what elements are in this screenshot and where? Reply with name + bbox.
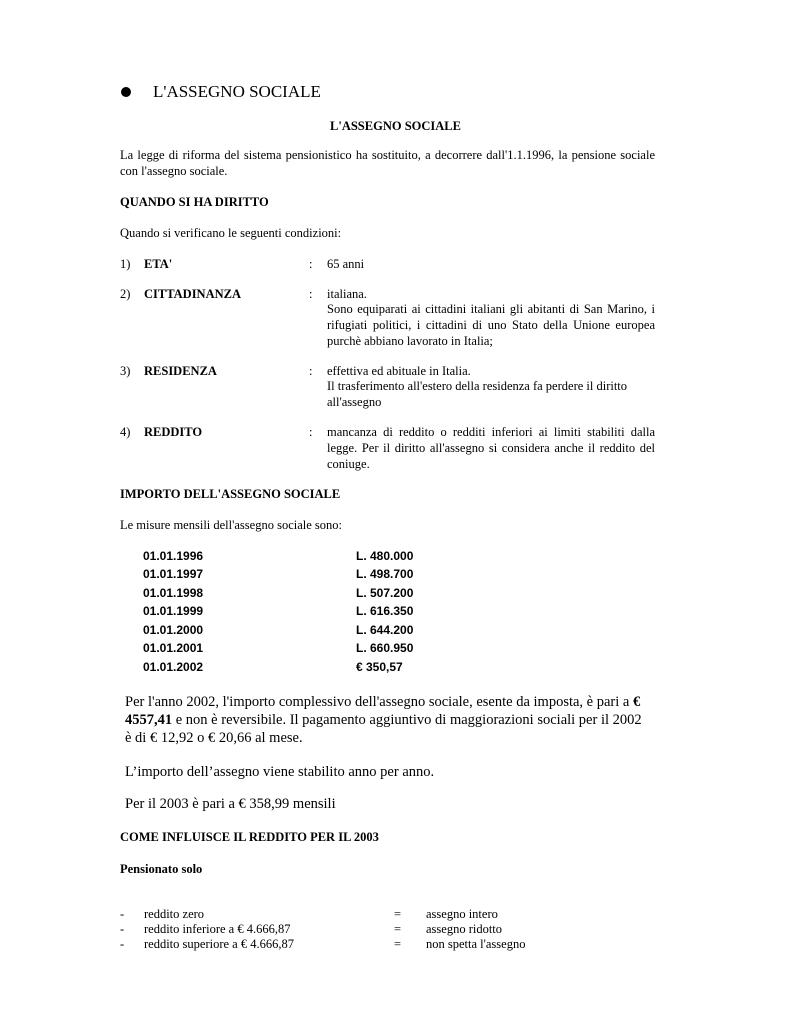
rate-date: 01.01.2001	[143, 641, 204, 655]
condition-text: 65 anni	[327, 257, 365, 271]
income-result: assegno ridotto	[426, 922, 503, 936]
condition-colon: :	[309, 364, 313, 378]
condition-number: 1)	[120, 257, 131, 271]
rate-date: 01.01.2002	[143, 660, 204, 674]
rate-date: 01.01.1998	[143, 586, 204, 600]
list-dash: -	[120, 907, 125, 921]
condition-label-eta: ETA'	[144, 257, 173, 271]
equals-sign: =	[394, 937, 402, 951]
paragraph-2002-text: Per l'anno 2002, l'importo complessivo dell'assegno sociale, esente da imposta, è pari a	[125, 694, 633, 710]
condition-number: 4)	[120, 425, 131, 439]
section-heading-reddito: COME INFLUISCE IL REDDITO PER IL 2003	[120, 830, 379, 844]
rate-date: 01.01.1996	[143, 549, 204, 563]
page-title: L'ASSEGNO SOCIALE	[153, 82, 321, 101]
condition-text: italiana.	[327, 287, 367, 301]
condition-label-reddito: REDDITO	[144, 425, 203, 439]
rate-amount: L. 660.950	[356, 641, 414, 655]
income-condition: reddito zero	[144, 907, 205, 921]
paragraph-2002	[125, 693, 650, 747]
rate-date: 01.01.1999	[143, 604, 204, 618]
income-result: assegno intero	[426, 907, 498, 921]
equals-sign: =	[394, 922, 402, 936]
rate-amount: L. 507.200	[356, 586, 414, 600]
rate-amount: L. 644.200	[356, 623, 414, 637]
condition-text: mancanza di reddito o redditi inferiori ai limiti stabiliti dalla legge. Per il diritto all'assegno si considera anche il reddito del coniuge.	[327, 425, 655, 471]
condition-text: effettiva ed abituale in Italia.	[327, 364, 471, 378]
rate-amount: L. 498.700	[356, 567, 414, 581]
condition-colon: :	[309, 425, 313, 439]
equals-sign: =	[394, 907, 402, 921]
rate-date: 01.01.1997	[143, 567, 204, 581]
list-dash: -	[120, 937, 125, 951]
condition-colon: :	[309, 287, 313, 301]
rate-amount: L. 616.350	[356, 604, 414, 618]
conditions-lead: Quando si verificano le seguenti condizioni:	[120, 226, 342, 240]
condition-colon: :	[309, 257, 313, 271]
list-dash: -	[120, 922, 125, 936]
rate-amount: L. 480.000	[356, 549, 414, 563]
document-subtitle: L'ASSEGNO SOCIALE	[330, 119, 461, 133]
paragraph-annual: L’importo dell’assegno viene stabilito anno per anno.	[125, 764, 435, 780]
section-heading-diritto: QUANDO SI HA DIRITTO	[120, 195, 269, 209]
condition-label-cittadinanza: CITTADINANZA	[144, 287, 242, 301]
paragraph-2003: Per il 2003 è pari a € 358,99 mensili	[125, 796, 336, 812]
condition-text: Il trasferimento all'estero della residenza fa perdere il diritto all'assegno	[327, 379, 628, 409]
bullet-icon	[121, 87, 131, 97]
income-result: non spetta l'assegno	[426, 937, 526, 951]
condition-number: 2)	[120, 287, 131, 301]
income-condition: reddito superiore a € 4.666,87	[144, 937, 294, 951]
condition-text: Sono equiparati ai cittadini italiani gli abitanti di San Marino, i rifugiati politici, i cittadini di uno Stato della Unione europea purchè abbiano lavorato in Italia;	[327, 302, 655, 348]
rate-amount: € 350,57	[356, 660, 403, 674]
subheading-pensionato-solo: Pensionato solo	[120, 862, 203, 876]
rate-date: 01.01.2000	[143, 623, 204, 637]
rates-lead: Le misure mensili dell'assegno sociale sono:	[120, 518, 342, 532]
section-heading-importo: IMPORTO DELL'ASSEGNO SOCIALE	[120, 487, 341, 501]
condition-label-residenza: RESIDENZA	[144, 364, 217, 378]
intro-paragraph: La legge di riforma del sistema pensionistico ha sostituito, a decorrere dall'1.1.1996, la pensione sociale con l'assegno sociale.	[120, 148, 655, 178]
condition-number: 3)	[120, 364, 131, 378]
total-amount: € 4557,41	[125, 694, 641, 728]
income-condition: reddito inferiore a € 4.666,87	[144, 922, 291, 936]
paragraph-2002-text: e non è reversibile. Il pagamento aggiuntivo di maggiorazioni sociali per il 2002 è di € 12,92 o € 20,66 al mese.	[125, 712, 642, 746]
